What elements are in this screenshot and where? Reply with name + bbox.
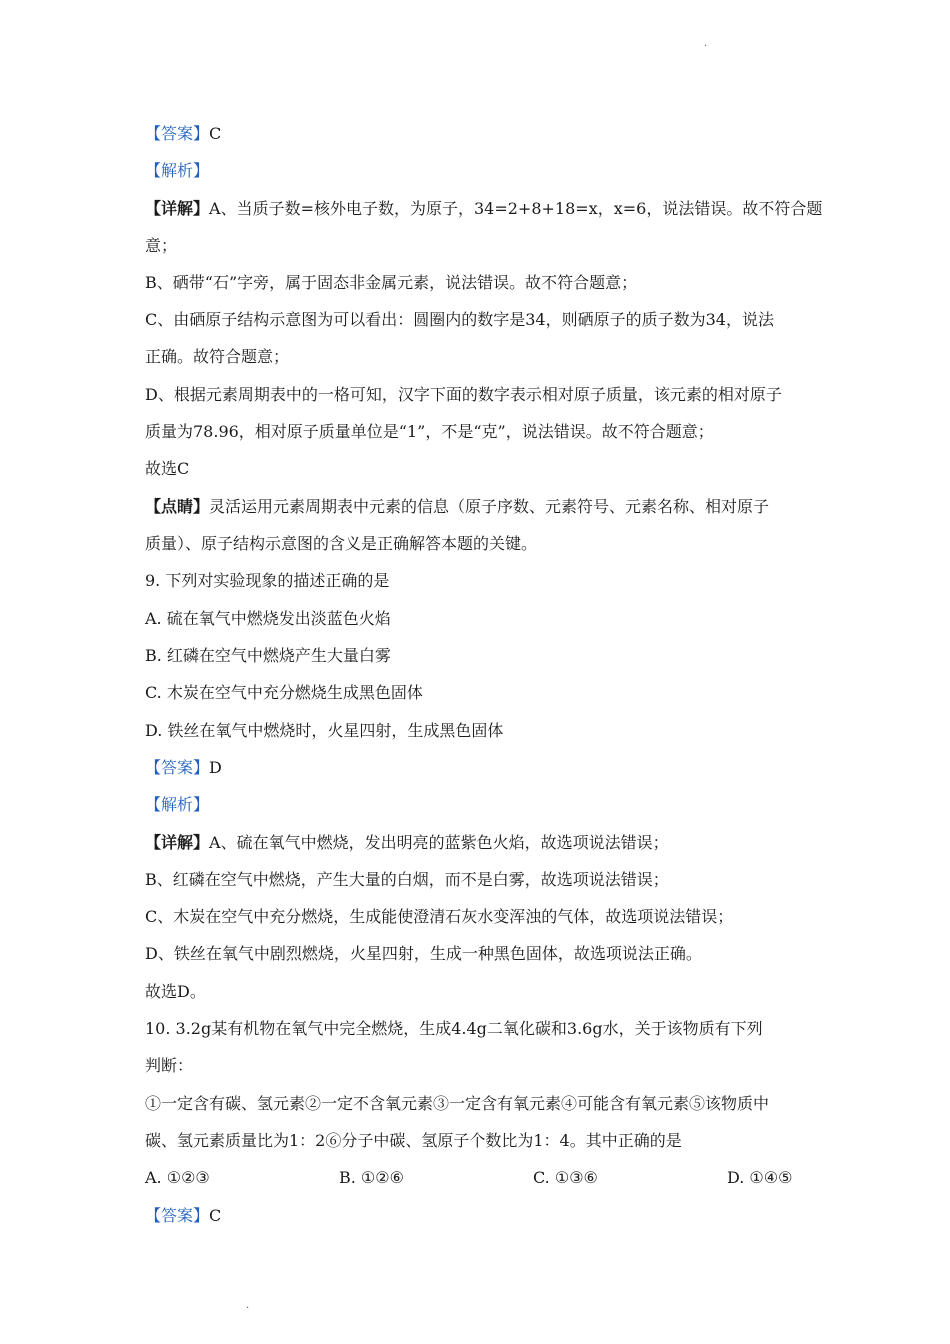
answer-tag: 【答案】 [145,124,210,143]
answer-value: C [209,124,222,143]
analysis-d-1: D、根据元素周期表中的一格可知，汉字下面的数字表示相对原子质量，该元素的相对原子 [145,385,782,404]
question-9-option-a: A. 硫在氧气中燃烧发出淡蓝色火焰 [145,609,391,628]
detail-line [145,832,669,854]
analysis-c-1: C、由硒原子结构示意图为可以看出：圆圈内的数字是34，则硒原子的质子数为34，说法 [145,310,774,329]
answer-line [145,1205,221,1227]
choose-line: 故选D。 [145,982,206,1001]
detail-tag: 【详解】 [145,199,210,218]
question-9-option-c: C. 木炭在空气中充分燃烧生成黑色固体 [145,683,423,702]
analysis-heading: 【解析】 [145,161,210,180]
question-10-stem-2: 判断： [145,1056,194,1075]
detail-line [145,198,822,220]
answer-line [145,123,221,145]
question-9-option-b: B. 红磷在空气中燃烧产生大量白雾 [145,646,391,665]
question-10-option-a: A. ①②③ [145,1168,210,1187]
answer-line [145,757,222,779]
answer-tag: 【答案】 [145,1206,210,1225]
analysis-d-2: 质量为78.96，相对原子质量单位是“1”，不是“克”，说法错误。故不符合题意； [145,422,714,441]
analysis-c-2: 正确。故符合题意； [145,347,290,366]
question-10-option-b: B. ①②⑥ [339,1168,404,1187]
question-10-stem-3: ①一定含有碳、氢元素②一定不含氧元素③一定含有氧元素④可能含有氧元素⑤该物质中 [145,1094,770,1113]
answer-tag: 【答案】 [145,758,210,777]
detail-text: A、当质子数=核外电子数，为原子，34=2+8+18=x，x=6，说法错误。故不符合题 [209,199,823,218]
question-9-stem: 9. 下列对实验现象的描述正确的是 [145,571,390,590]
point-cont: 质量）、原子结构示意图的含义是正确解答本题的关键。 [145,534,538,553]
analysis-c: C、木炭在空气中充分燃烧，生成能使澄清石灰水变浑浊的气体，故选项说法错误； [145,907,734,926]
question-10-option-d: D. ①④⑤ [727,1168,793,1187]
answer-value: D [209,758,222,777]
point-line [145,496,769,518]
analysis-b: B、红磷在空气中燃烧，产生大量的白烟，而不是白雾，故选项说法错误； [145,870,669,889]
detail-cont: 意； [145,236,178,255]
point-text: 灵活运用元素周期表中元素的信息（原子序数、元素符号、元素名称、相对原子 [209,497,770,516]
detail-text: A、硫在氧气中燃烧，发出明亮的蓝紫色火焰，故选项说法错误； [209,833,669,852]
analysis-heading: 【解析】 [145,795,210,814]
analysis-b: B、硒带“石”字旁，属于固态非金属元素，说法错误。故不符合题意； [145,273,638,292]
answer-value: C [209,1206,222,1225]
choose-line: 故选C [145,459,190,478]
detail-tag: 【详解】 [145,833,210,852]
question-10-stem-4: 碳、氢元素质量比为1：2⑥分子中碳、氢原子个数比为1：4。其中正确的是 [145,1131,682,1150]
question-9-option-d: D. 铁丝在氧气中燃烧时，火星四射，生成黑色固体 [145,721,504,740]
analysis-d: D、铁丝在氧气中剧烈燃烧，火星四射，生成一种黑色固体，故选项说法正确。 [145,944,702,963]
point-tag: 【点睛】 [145,497,210,516]
question-10-option-c: C. ①③⑥ [533,1168,598,1187]
question-10-stem-1: 10. 3.2g某有机物在氧气中完全燃烧，生成4.4g二氧化碳和3.6g水，关于该物质有下列 [145,1019,763,1038]
